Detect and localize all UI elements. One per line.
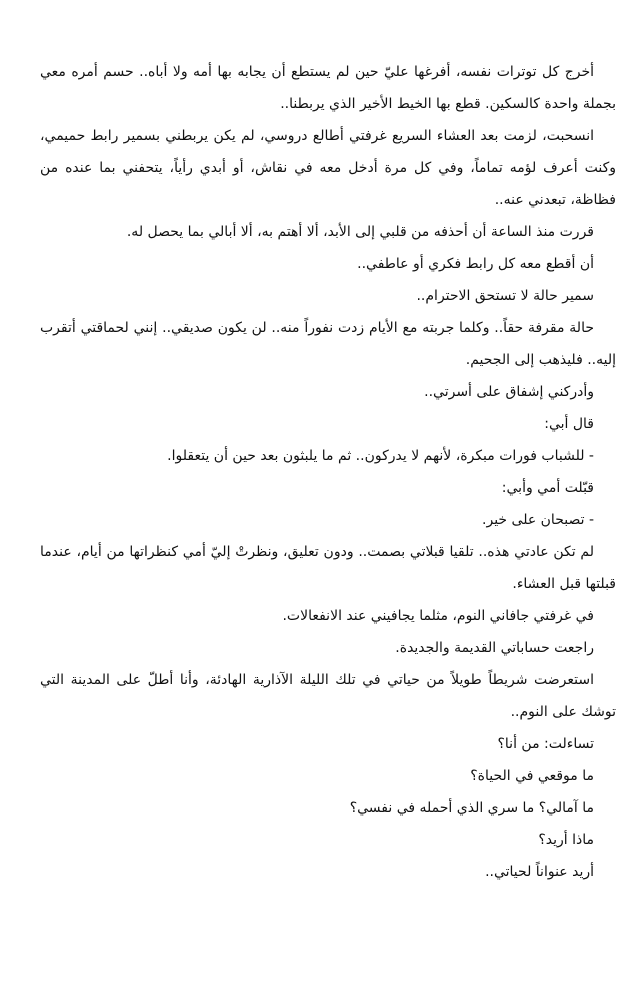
paragraph: حالة مقرفة حقاً.. وكلما جربته مع الأيام زدت نفوراً منه.. لن يكون صديقي.. إنني لحماقتي أتقرب إليه.. فليذهب إلى الجحيم. [40, 320, 616, 368]
paragraph: ما موقعي في الحياة؟ [470, 768, 594, 784]
paragraph: - للشباب فورات مبكرة، لأنهم لا يدركون.. ثم ما يلبثون بعد حين أن يتعقلوا. [167, 448, 594, 464]
paragraph: انسحبت، لزمت بعد العشاء السريع غرفتي أطالع دروسي، لم يكن يربطني بسمير رابط حميمي، وكنت أعرف لؤمه تماماً، وفي كل مرة أدخل معه في نقاش، أو أبدي رأياً، يتحفني بما عنده من فظاظة، تبعدني عنه.. [40, 128, 616, 208]
paragraph: راجعت حساباتي القديمة والجديدة. [395, 640, 594, 656]
paragraph: أن أقطع معه كل رابط فكري أو عاطفي.. [357, 256, 594, 272]
paragraph: تساءلت: من أنا؟ [497, 736, 594, 752]
paragraph: سمير حالة لا تستحق الاحترام.. [416, 288, 594, 304]
paragraph: ما آمالي؟ ما سري الذي أحمله في نفسي؟ [349, 800, 594, 816]
paragraph: - تصبحان على خير. [482, 512, 594, 528]
paragraph: قررت منذ الساعة أن أحذفه من قلبي إلى الأبد، ألا أهتم به، ألا أبالي بما يحصل له. [126, 224, 594, 240]
paragraph: أخرج كل توترات نفسه، أفرغها عليّ حين لم يستطع أن يجابه بها أمه ولا أباه.. حسم أمره معي بجملة واحدة كالسكين. قطع بها الخيط الأخير الذي يربطنا.. [40, 64, 616, 112]
paragraph: لم تكن عادتي هذه.. تلقيا قبلاتي بصمت.. ودون تعليق، ونظرتْ إليّ أمي كنظراتها من أيام، عندما قبلتها قبل العشاء. [40, 544, 616, 592]
paragraph: قبّلت أمي وأبي: [501, 480, 594, 496]
paragraph: استعرضت شريطاً طويلاً من حياتي في تلك الليلة الآذارية الهادئة، وأنا أطلّ على المدينة التي توشك على النوم.. [40, 672, 616, 720]
document-body [40, 56, 616, 888]
paragraph: وأدركني إشفاق على أسرتي.. [424, 384, 594, 400]
paragraph: في غرفتي جافاني النوم، مثلما يجافيني عند الانفعالات. [282, 608, 594, 624]
paragraph: أريد عنواناً لحياتي.. [485, 864, 594, 880]
paragraph: ماذا أريد؟ [538, 832, 594, 848]
paragraph: قال أبي: [544, 416, 594, 432]
